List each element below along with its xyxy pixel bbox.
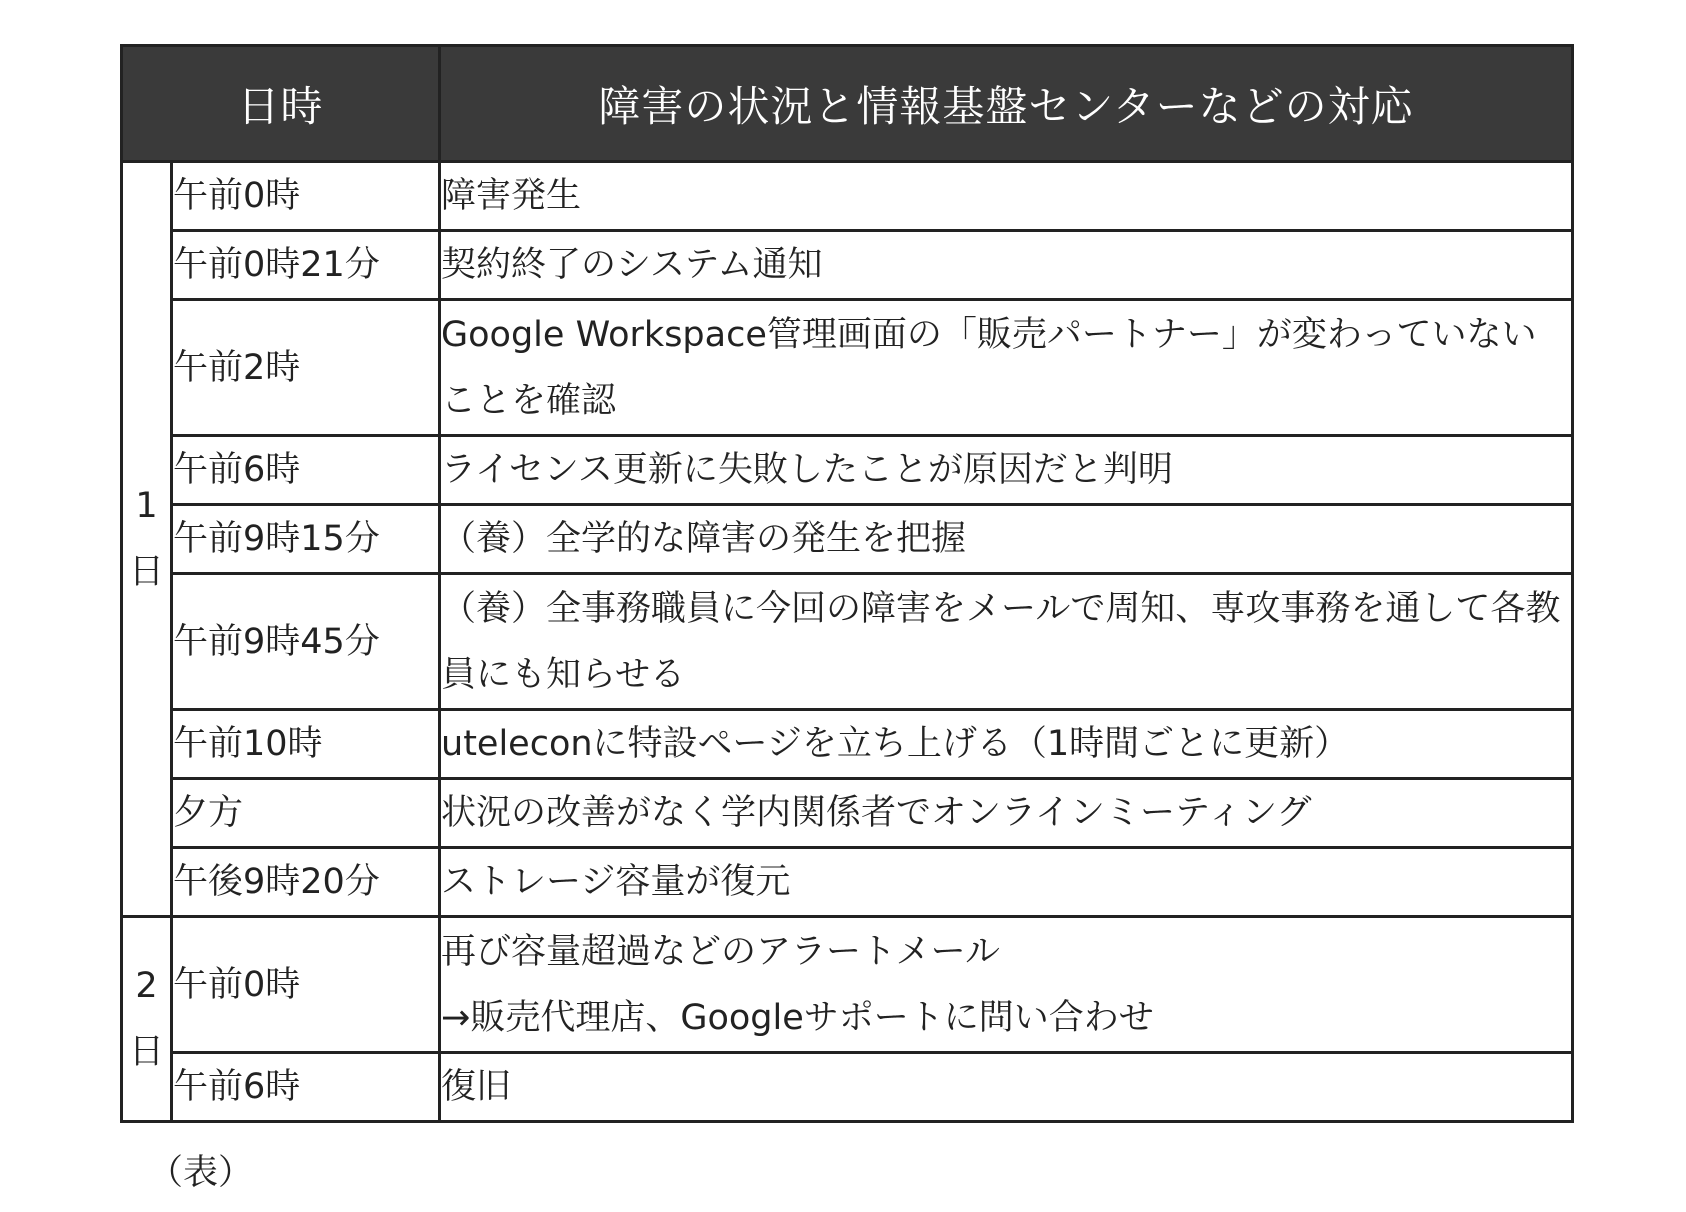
event-cell: ストレージ容量が復元 (440, 848, 1573, 917)
time-cell: 午前2時 (172, 300, 440, 436)
day-unit: 日 (128, 552, 164, 592)
table-row (122, 710, 1573, 779)
time-cell: 午前6時 (172, 436, 440, 505)
header-response: 障害の状況と情報基盤センターなどの対応 (440, 46, 1573, 162)
event-cell: Google Workspace管理画面の「販売パートナー」が変わっていないことを確認 (440, 300, 1573, 436)
table-header-row (122, 46, 1573, 162)
event-cell: uteleconに特設ページを立ち上げる（1時間ごとに更新） (440, 710, 1573, 779)
time-cell: 夕方 (172, 779, 440, 848)
table-row (122, 779, 1573, 848)
table-row (122, 300, 1573, 436)
event-line: 再び容量超過などのアラートメール (441, 931, 1000, 972)
time-cell: 午前9時45分 (172, 574, 440, 710)
event-cell: 復旧 (440, 1053, 1573, 1122)
table-row (122, 231, 1573, 300)
day-label-2 (122, 917, 172, 1122)
table-row (122, 505, 1573, 574)
table-row (122, 436, 1573, 505)
day-unit: 日 (128, 1032, 164, 1072)
event-line: →販売代理店、Googleサポートに問い合わせ (441, 997, 1154, 1038)
table-row (122, 848, 1573, 917)
time-cell: 午前0時 (172, 917, 440, 1053)
time-cell: 午前9時15分 (172, 505, 440, 574)
event-cell: ライセンス更新に失敗したことが原因だと判明 (440, 436, 1573, 505)
incident-timeline-table (120, 44, 1574, 1123)
event-cell: 障害発生 (440, 162, 1573, 231)
time-cell: 午前6時 (172, 1053, 440, 1122)
time-cell: 午前10時 (172, 710, 440, 779)
event-cell: 状況の改善がなく学内関係者でオンラインミーティング (440, 779, 1573, 848)
table-row (122, 162, 1573, 231)
event-cell (440, 917, 1573, 1053)
header-datetime: 日時 (122, 46, 440, 162)
event-cell: （養）全事務職員に今回の障害をメールで周知、専攻事務を通して各教員にも知らせる (440, 574, 1573, 710)
table-row (122, 917, 1573, 1053)
time-cell: 午後9時20分 (172, 848, 440, 917)
day-number: 2 (135, 966, 158, 1006)
event-cell: （養）全学的な障害の発生を把握 (440, 505, 1573, 574)
table-caption: （表） (148, 1153, 254, 1193)
event-cell: 契約終了のシステム通知 (440, 231, 1573, 300)
table-row (122, 1053, 1573, 1122)
time-cell: 午前0時21分 (172, 231, 440, 300)
table-row (122, 574, 1573, 710)
day-label-1 (122, 162, 172, 917)
time-cell: 午前0時 (172, 162, 440, 231)
day-number: 1 (135, 486, 158, 526)
